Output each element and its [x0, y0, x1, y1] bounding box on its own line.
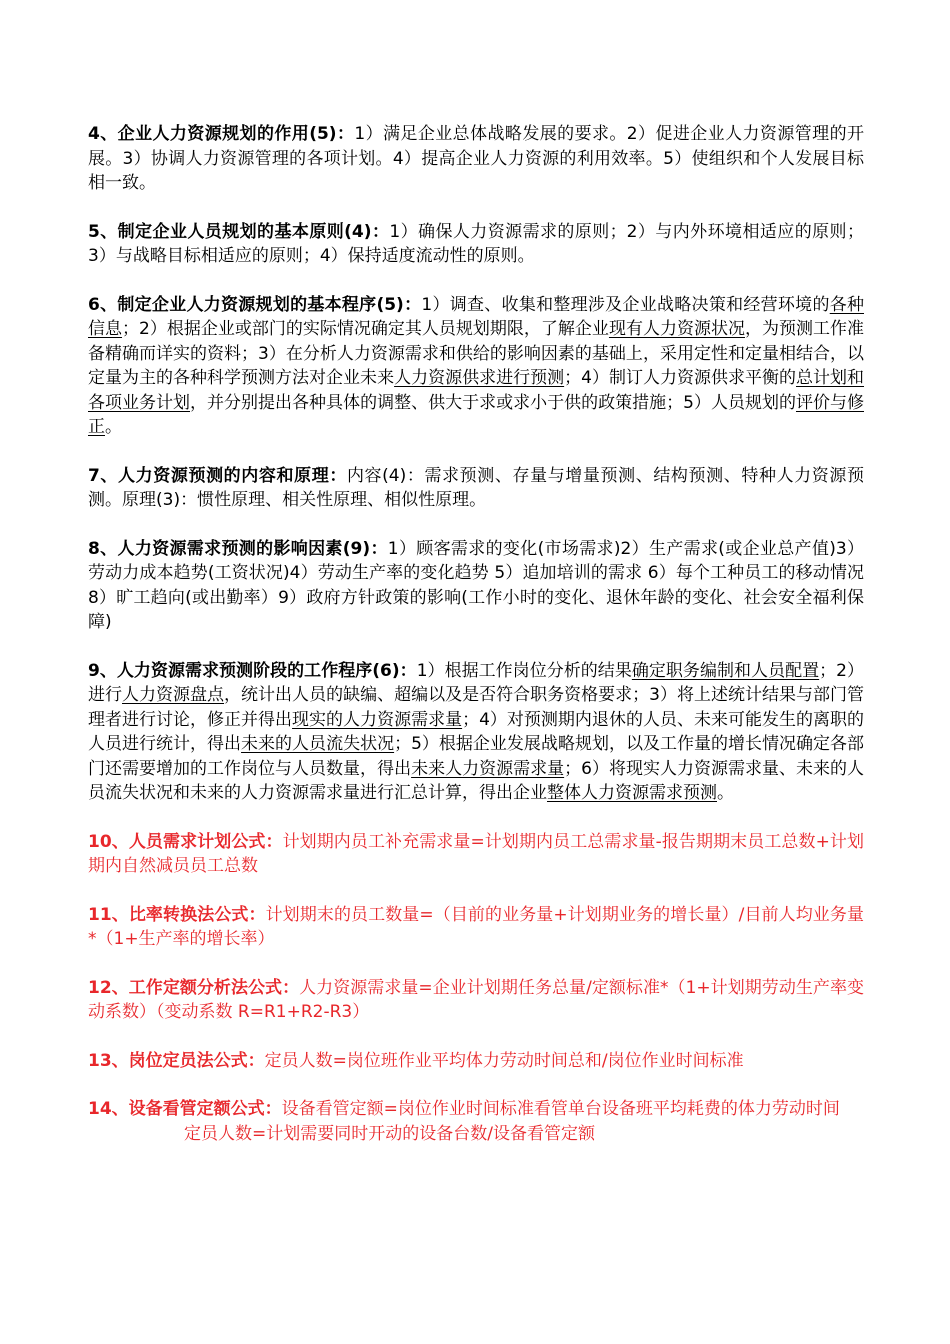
section-7-text: 内容(4)：需求预测、存量与增量预测、结构预测、特种人力资源预测。原理(3)：惯性原理、相关性原理、相似性原理。	[88, 465, 864, 510]
section-9-underline-6: 整体人力资源需求预测	[547, 783, 717, 803]
section-6-text-1: 1）调查、收集和整理涉及企业战略决策和经营环境的	[421, 294, 830, 315]
formula-12-text: 人力资源需求量=企业计划期任务总量/定额标准*（1+计划期劳动生产率变动系数）（变动系数 R=R1+R2-R3）	[88, 977, 864, 1022]
section-9-heading: 9、人力资源需求预测阶段的工作程序(6)：	[88, 660, 417, 681]
section-6-text-4: ；4）制订人力资源供求平衡的	[564, 368, 796, 388]
section-8	[88, 537, 864, 635]
formula-10	[88, 830, 864, 879]
section-6-heading: 6、制定企业人力资源规划的基本程序(5)：	[88, 294, 422, 315]
section-6-underline-2: 现有人力资源状况	[608, 319, 745, 339]
section-9-text-4: ；4）对预测期内退休的人员、未来可能发生的离职的人员进行统计，得出	[88, 709, 864, 754]
formula-14	[88, 1097, 864, 1122]
section-7	[88, 464, 864, 513]
formula-11	[88, 903, 864, 952]
section-8-heading: 8、人力资源需求预测的影响因素(9)：	[88, 538, 388, 559]
section-5	[88, 220, 864, 269]
formula-11-heading: 11、比率转换法公式：	[88, 904, 266, 925]
section-8-text: 1）顾客需求的变化(市场需求)2）生产需求(或企业总产值)3）劳动力成本趋势(工资状况)4）劳动生产率的变化趋势 5）追加培训的需求 6）每个工种员工的移动情况 8）旷工趋向(或出勤率）9）政府方针政策的影响(工作小时的变化、退休年龄的变化、社会安全福利保障)	[88, 538, 864, 632]
section-9	[88, 659, 864, 806]
section-6-text-2: ；2）根据企业或部门的实际情况确定其人员规划期限，了解企业	[122, 319, 609, 339]
formula-14-text: 设备看管定额=岗位作业时间标准看管单台设备班平均耗费的体力劳动时间	[281, 1099, 840, 1119]
section-5-text: 1）确保人力资源需求的原则；2）与内外环境相适应的原则；3）与战略目标相适应的原则；4）保持适度流动性的原则。	[88, 221, 864, 266]
section-6-underline-4: 总计划和各项业务计划	[88, 368, 865, 413]
formula-10-text: 计划期内员工补充需求量=计划期内员工总需求量-报告期期末员工总数+计划期内自然减员员工总数	[88, 831, 864, 876]
section-4	[88, 122, 864, 196]
formula-14-extra-line: 定员人数=计划需要同时开动的设备台数/设备看管定额	[184, 1123, 595, 1144]
section-9-underline-1: 确定职务编制和人员配置	[631, 660, 820, 681]
section-6	[88, 293, 864, 440]
section-6-text-6: 。	[105, 417, 122, 437]
section-4-heading: 4、企业人力资源规划的作用(5)：	[88, 124, 355, 144]
section-6-underline-1: 各种信息	[88, 294, 864, 339]
section-9-text-6: ；6）将现实人力资源需求量、未来的人员流失状况和未来的人力资源需求量进行汇总计算，得出企业	[88, 758, 865, 803]
document-page	[88, 122, 864, 1146]
section-5-heading: 5、制定企业人员规划的基本原则(4)：	[88, 221, 390, 242]
section-9-text-1: 1）根据工作岗位分析的结果	[416, 660, 632, 681]
section-9-underline-5: 未来人力资源需求量	[411, 758, 565, 779]
section-9-text-7: 。	[717, 783, 734, 803]
formula-13-heading: 13、岗位定员法公式：	[88, 1050, 265, 1071]
section-9-underline-3: 现实的人力资源需求量	[292, 709, 463, 730]
section-7-heading: 7、人力资源预测的内容和原理：	[88, 465, 347, 486]
section-6-underline-5: 评价与修正	[88, 392, 864, 437]
formula-14-heading: 14、设备看管定额公式：	[88, 1099, 282, 1119]
section-6-text-5: ，并分别提出各种具体的调整、供大于求或求小于供的政策措施；5）人员规划的	[190, 392, 796, 413]
formula-13-text: 定员人数=岗位班作业平均体力劳动时间总和/岗位作业时间标准	[264, 1050, 744, 1071]
formula-10-heading: 10、人员需求计划公式：	[88, 831, 283, 852]
formula-12	[88, 976, 864, 1025]
section-9-text-2: ；2）进行	[88, 660, 864, 705]
section-4-text: 1）满足企业总体战略发展的要求。2）促进企业人力资源管理的开展。3）协调人力资源管理的各项计划。4）提高企业人力资源的利用效率。5）使组织和个人发展目标相一致。	[88, 124, 864, 193]
section-6-text-3: ，为预测工作准备精确而详实的资料；3）在分析人力资源需求和供给的影响因素的基础上，采用定性和定量相结合，以定量为主的各种科学预测方法对企业未来	[88, 319, 865, 388]
formula-12-heading: 12、工作定额分析法公式：	[88, 977, 300, 998]
section-9-text-5: ；5）根据企业发展战略规划，以及工作量的增长情况确定各部门还需要增加的工作岗位与人员数量，得出	[88, 734, 865, 779]
section-9-underline-4: 未来的人员流失状况	[241, 734, 395, 754]
section-9-underline-2: 人力资源盘点	[122, 685, 225, 705]
formula-13	[88, 1049, 864, 1074]
section-9-text-3: ，统计出人员的缺编、超编以及是否符合职务资格要求；3）将上述统计结果与部门管理者进行讨论，修正并得出	[88, 685, 865, 730]
formula-11-text: 计划期末的员工数量=（目前的业务量+计划期业务的增长量）/目前人均业务量*（1+生产率的增长率）	[88, 904, 864, 949]
section-6-underline-3: 人力资源供求进行预测	[394, 368, 565, 388]
